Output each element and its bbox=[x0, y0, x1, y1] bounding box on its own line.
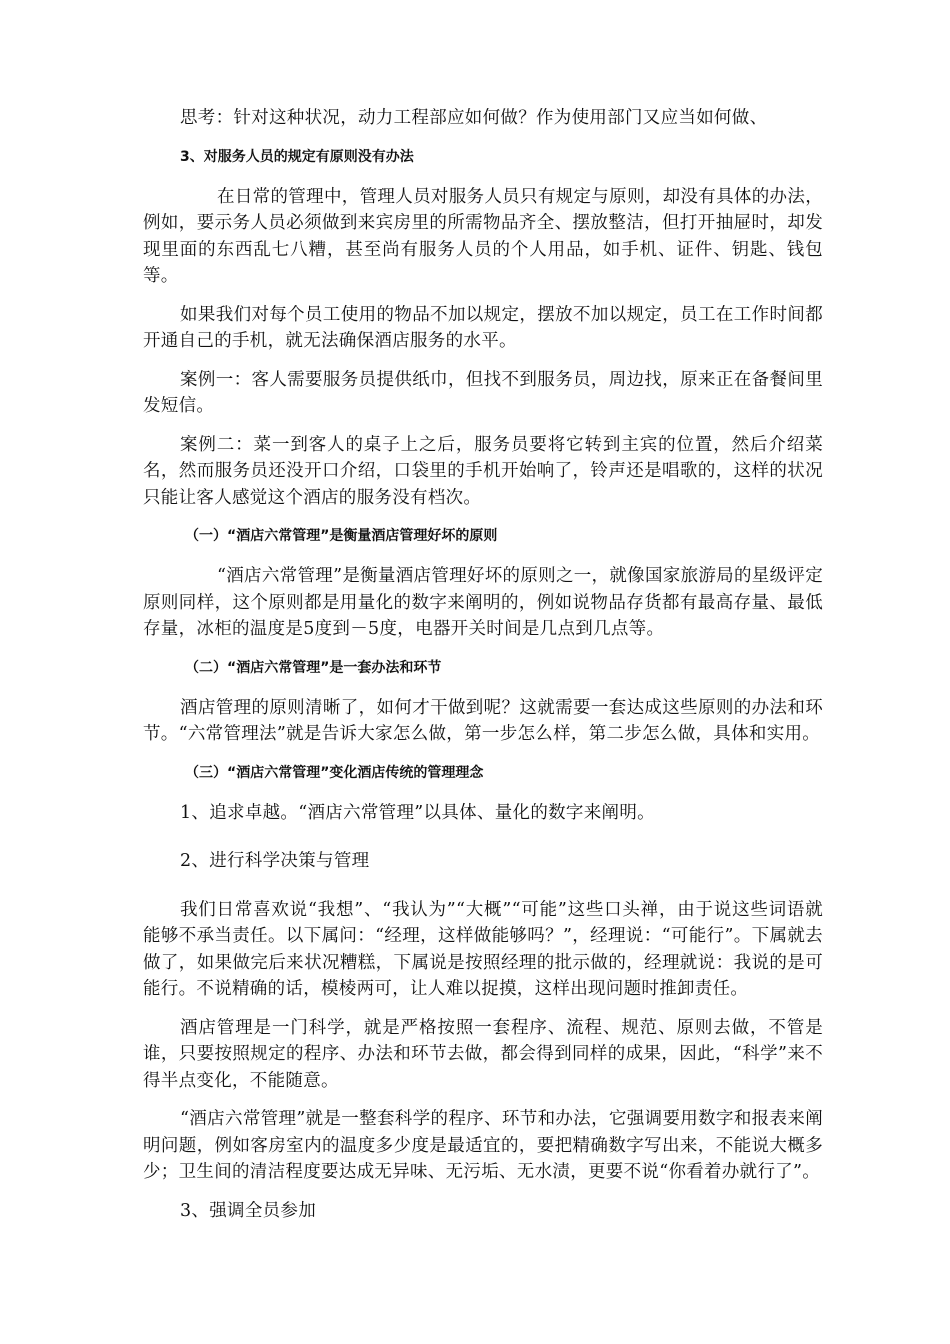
paragraph-item-rules: 如果我们对每个员工使用的物品不加以规定，摆放不加以规定，员工在工作时间都开通自己的手机，就无法确保酒店服务的水平。 bbox=[143, 304, 823, 351]
paragraph-habits: 我们日常喜欢说“我想”、“我认为”“大概”“可能”这些口头禅，由于说这些词语就能够不承当责任。以下属问：“经理，这样做能够吗？”，经理说：“可能行”。下属就去做了，如果做完后来状况糟糕，下属说是按照经理的批示做的，经理就说：我说的是可能行。不说精确的话，模棱两可，让人难以捉摸，这样出现问题时推卸责任。 bbox=[143, 899, 823, 999]
paragraph-case-two: 案例二：菜一到客人的桌子上之后，服务员要将它转到主宾的位置，然后介绍菜名，然而服务员还没开口介绍，口袋里的手机开始响了，铃声还是唱歌的，这样的状况只能让客人感觉这个酒店的服务没有档次。 bbox=[143, 434, 823, 508]
section-heading-three: （三）“酒店六常管理”变化酒店传统的管理理念 bbox=[185, 764, 484, 781]
paragraph-case-one: 案例一：客人需要服务员提供纸巾，但找不到服务员，周边找，原来正在备餐间里发短信。 bbox=[143, 369, 823, 416]
section-heading-one: （一）“酒店六常管理”是衡量酒店管理好坏的原则 bbox=[185, 528, 498, 544]
paragraph-standard: “酒店六常管理”是衡量酒店管理好坏的原则之一，就像国家旅游局的星级评定原则同样，这个原则都是用量化的数字来阐明的，例如说物品存货都有最高存量、最低存量，冰柜的温度是5度到－5度，电器开关时间是几点到几点等。 bbox=[143, 566, 823, 639]
section-heading-3: 3、对服务人员的规定有原则没有办法 bbox=[180, 148, 414, 165]
paragraph-think: 思考：针对这种状况，动力工程部应如何做？作为使用部门又应当如何做、 bbox=[180, 108, 768, 128]
paragraph-daily-management: 在日常的管理中，管理人员对服务人员只有规定与原则，却没有具体的办法，例如，要示务人员必须做到来宾房里的所需物品齐全、摆放整洁，但打开抽屉时，却发现里面的东西乱七八糟，甚至尚有服务人员的个人用品，如手机、证件、钥匙、钱包等。 bbox=[143, 186, 823, 286]
list-item-participation: 3、强调全员参加 bbox=[180, 1200, 317, 1221]
list-item-excellence: 1、追求卓越。“酒店六常管理”以具体、量化的数字来阐明。 bbox=[180, 802, 655, 823]
list-item-scientific: 2、进行科学决策与管理 bbox=[180, 851, 370, 871]
paragraph-six-s: “酒店六常管理”就是一整套科学的程序、环节和办法，它强调要用数字和报表来阐明问题，例如客房室内的温度多少度是最适宜的，要把精确数字写出来，不能说大概多少；卫生间的清洁程度要达成无异味、无污垢、无水渍，更要不说“你看着办就行了”。 bbox=[143, 1109, 823, 1182]
paragraph-methods: 酒店管理的原则清晰了，如何才干做到呢？这就需要一套达成这些原则的办法和环节。“六常管理法”就是告诉大家怎么做，第一步怎么样，第二步怎么做，具体和实用。 bbox=[143, 697, 823, 744]
paragraph-science: 酒店管理是一门科学，就是严格按照一套程序、流程、规范、原则去做，不管是谁，只要按照规定的程序、办法和环节去做，都会得到同样的成果，因此，“科学”来不得半点变化，不能随意。 bbox=[143, 1017, 823, 1091]
section-heading-two: （二）“酒店六常管理”是一套办法和环节 bbox=[185, 659, 442, 676]
document-page bbox=[143, 105, 823, 1246]
